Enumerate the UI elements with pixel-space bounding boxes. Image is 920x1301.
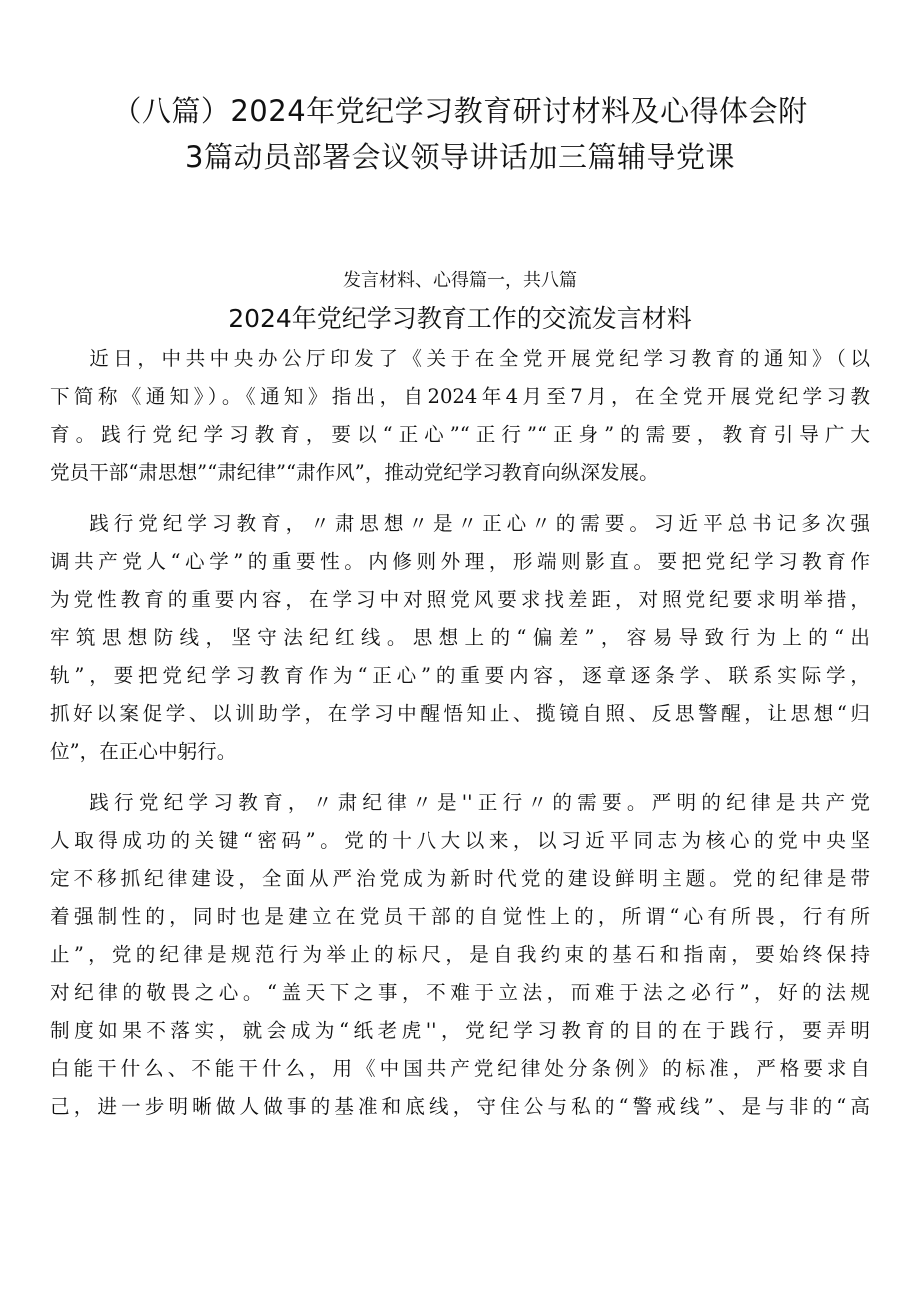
text-line: 育。践行党纪学习教育，要以“正心”“正行”“正身”的需要，教育引导广大 <box>50 423 870 446</box>
text-line: 轨”，要把党纪学习教育作为“正心”的重要内容，逐章逐条学、联系实际学， <box>50 664 870 687</box>
text-line: 牢筑思想防线，坚守法纪红线。思想上的“偏差”，容易导致行为上的“出 <box>50 626 870 649</box>
text-line: 抓好以案促学、以训助学，在学习中醒悟知止、揽镜自照、反思警醒，让思想“归 <box>50 702 870 725</box>
document-body <box>50 340 870 1126</box>
text-line: 对纪律的敬畏之心。“盖天下之事，不难于立法，而难于法之必行”，好的法规 <box>50 981 870 1004</box>
text-line: 白能干什么、不能干什么，用《中国共产党纪律处分条例》的标准，严格要求自 <box>50 1057 870 1080</box>
text-line: 践行党纪学习教育，〃肃纪律〃是''正行〃的需要。严明的纪律是共产党 <box>89 791 870 814</box>
text-line: 践行党纪学习教育，〃肃思想〃是〃正心〃的需要。习近平总书记多次强 <box>89 512 870 535</box>
text-line: 为党性教育的重要内容，在学习中对照党风要求找差距，对照党纪要求明举措， <box>50 588 870 611</box>
text-line: 近日，中共中央办公厅印发了《关于在全党开展党纪学习教育的通知》（以 <box>89 347 870 370</box>
section-title: 2024年党纪学习教育工作的交流发言材料 <box>228 304 692 333</box>
document-title <box>50 88 870 180</box>
text-line: 制度如果不落实，就会成为“纸老虎''，党纪学习教育的目的在于践行，要弄明 <box>50 1019 870 1042</box>
paragraph <box>50 340 870 492</box>
text-line: 下简称《通知》）。《通知》指出，自2024年4月至7月，在全党开展党纪学习教 <box>50 385 870 408</box>
text-line: 定不移抓纪律建设，全面从严治党成为新时代党的建设鲜明主题。党的纪律是带 <box>50 867 870 890</box>
text-line: 调共产党人“心学”的重要性。内修则外理，形端则影直。要把党纪学习教育作 <box>50 550 870 573</box>
text-line: 位”，在正心中躬行。 <box>50 740 237 763</box>
document-title-line: （八篇）2024年党纪学习教育研讨材料及心得体会附 <box>112 94 808 128</box>
text-line: 止”，党的纪律是规范行为举止的标尺，是自我约束的基石和指南，要始终保持 <box>50 943 870 966</box>
series-label: 发言材料、心得篇一，共八篇 <box>343 270 577 291</box>
text-line: 着强制性的，同时也是建立在党员干部的自觉性上的，所谓“心有所畏，行有所 <box>50 905 870 928</box>
paragraph <box>50 784 870 1126</box>
document-title-line: 3篇动员部署会议领导讲话加三篇辅导党课 <box>185 140 735 174</box>
text-line: 党员干部“肃思想”“肃纪律”“肃作风”，推动党纪学习教育向纵深发展。 <box>50 461 659 484</box>
text-line: 人取得成功的关键“密码”。党的十八大以来，以习近平同志为核心的党中央坚 <box>50 829 870 852</box>
paragraph <box>50 505 870 771</box>
text-line: 己，进一步明晰做人做事的基准和底线，守住公与私的“警戒线”、是与非的“高 <box>50 1095 870 1118</box>
